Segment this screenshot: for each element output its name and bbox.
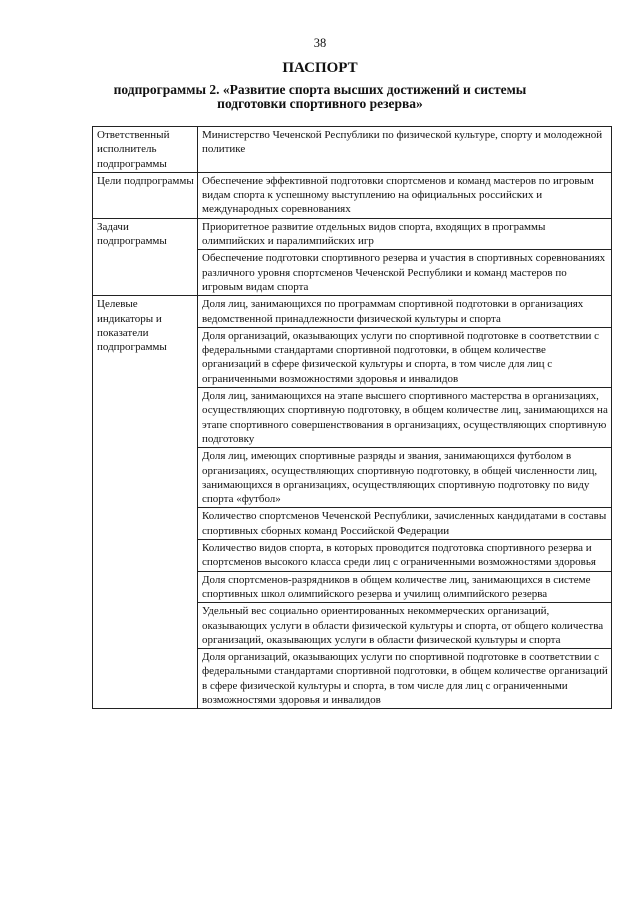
- row-value-indicator: Количество спортсменов Чеченской Республики, зачисленных кандидатами в составы спортивных сборных команд Российской Федерации: [198, 508, 612, 540]
- row-value-task: Приоритетное развитие отдельных видов спорта, входящих в программы олимпийских и паралимпийских игр: [198, 218, 612, 250]
- row-value-responsible: Министерство Чеченской Республики по физической культуре, спорту и молодежной политике: [198, 127, 612, 173]
- row-value-indicator: Доля организаций, оказывающих услуги по спортивной подготовке в соответствии с федеральными стандартами спортивной подготовки, в общем количестве организаций в сфере физической культуры и спорта, в том числе для лиц с ограниченными возможностями здоровья и инвалидов: [198, 649, 612, 709]
- document-title: ПАСПОРТ: [282, 60, 358, 76]
- row-value-indicator: Доля лиц, занимающихся по программам спортивной подготовки в организациях ведомственной принадлежности физической культуры и спорта: [198, 296, 612, 328]
- passport-table: [92, 126, 612, 709]
- table-row: [93, 218, 612, 250]
- table-row: [93, 172, 612, 218]
- row-value-goals: Обеспечение эффективной подготовки спортсменов и команд мастеров по игровым видам спорта к успешному выступлению на официальных российских и международных соревнованиях: [198, 172, 612, 218]
- row-label-indicators: Целевые индикаторы и показатели подпрограммы: [93, 296, 198, 709]
- row-value-indicator: Доля спортсменов-разрядников в общем количестве лиц, занимающихся в системе спортивных школ олимпийского резерва и училищ олимпийского резерва: [198, 571, 612, 603]
- document-subtitle: подпрограммы 2. «Развитие спорта высших достижений и системы подготовки спортивного резерва»: [113, 82, 527, 111]
- row-value-indicator: Количество видов спорта, в которых проводится подготовка спортивного резерва и спортсменов высокого класса среди лиц с ограниченными возможностями здоровья: [198, 540, 612, 572]
- row-label-tasks: Задачи подпрограммы: [93, 218, 198, 295]
- row-label-responsible: Ответственный исполнитель подпрограммы: [93, 127, 198, 173]
- row-label-goals: Цели подпрограммы: [93, 172, 198, 218]
- row-value-indicator: Доля лиц, занимающихся на этапе высшего спортивного мастерства в организациях, осуществляющих спортивную подготовку, в общем количестве лиц, занимающихся на этапе спортивного совершенствования в организациях, осуществляющих спортивную подготовку: [198, 388, 612, 448]
- row-value-task: Обеспечение подготовки спортивного резерва и участия в спортивных соревнованиях различного уровня спортсменов Чеченской Республики и команд мастеров по игровым видам спорта: [198, 250, 612, 296]
- table-row: [93, 127, 612, 173]
- row-value-indicator: Доля лиц, имеющих спортивные разряды и звания, занимающихся футболом в организациях, осуществляющих спортивную подготовку, в общей численности лиц, занимающихся в организациях, осуществляющих спортивную подготовку по виду спорта «футбол»: [198, 448, 612, 508]
- row-value-indicator: Доля организаций, оказывающих услуги по спортивной подготовке в соответствии с федеральными стандартами спортивной подготовки, в общем количестве организаций в сфере физической культуры и спорта, в том числе для лиц с ограниченными возможностями здоровья и инвалидов: [198, 327, 612, 387]
- row-value-indicator: Удельный вес социально ориентированных некоммерческих организаций, оказывающих услуги в области физической культуры и спорта, от общего количества организаций, оказывающих услуги в области физической культуры и спорта: [198, 603, 612, 649]
- page-number: 38: [313, 36, 327, 50]
- table-row: [93, 296, 612, 328]
